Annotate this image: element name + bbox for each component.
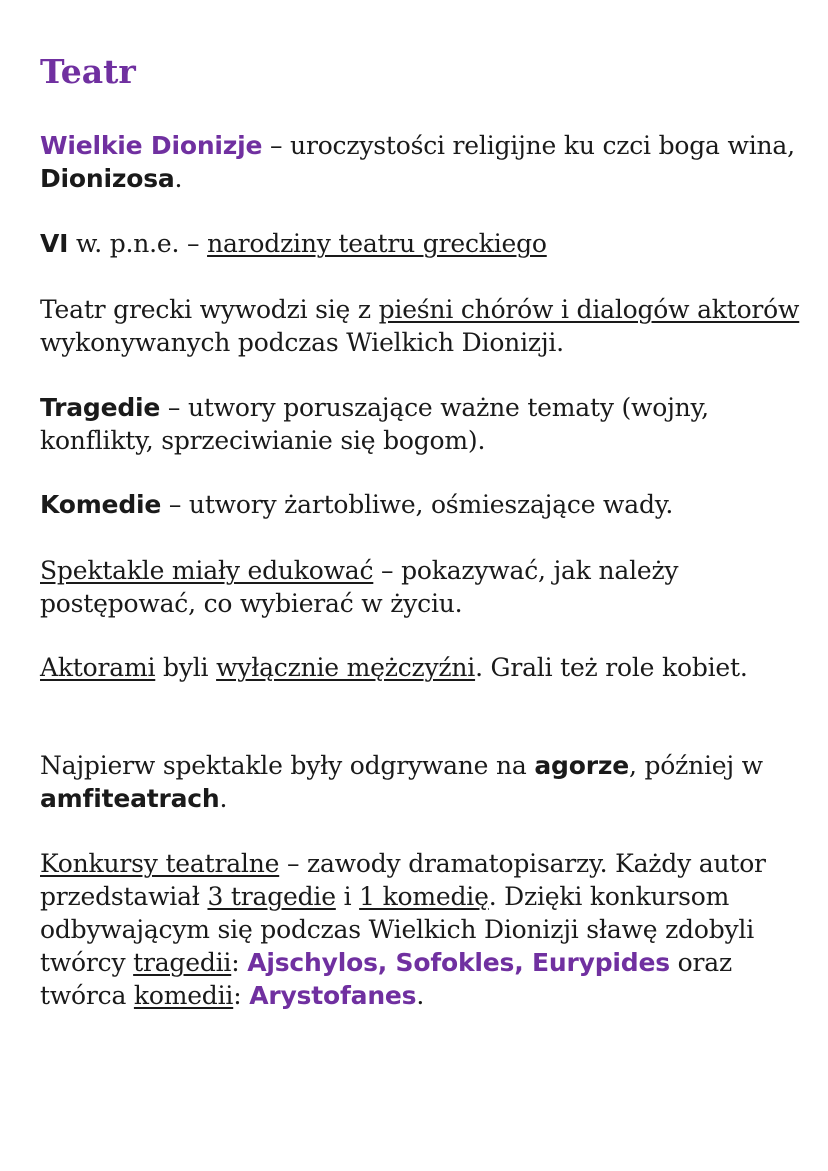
bold-tragedie: Tragedie xyxy=(40,393,161,422)
text: Teatr grecki wywodzi się z xyxy=(40,295,379,324)
bold-amfiteatrach: amfiteatrach xyxy=(40,784,220,813)
paragraph-aktorami xyxy=(40,651,800,684)
names-tragedians: Ajschylos, Sofokles, Eurypides xyxy=(247,948,670,977)
underlined-1-komedie: 1 komedię xyxy=(359,882,489,911)
paragraph-komedie xyxy=(40,488,800,521)
paragraph-spektakle xyxy=(40,554,800,620)
bold-dionizosa: Dionizosa xyxy=(40,164,175,193)
text: – pokazywać, jak należy postępować, co wybierać w życiu. xyxy=(40,556,679,618)
text: , później w xyxy=(628,751,763,780)
underlined-narodziny: narodziny teatru greckiego xyxy=(207,229,547,258)
paragraph-wielkie-dionizje xyxy=(40,129,800,195)
underlined-piesni: pieśni chórów i dialogów aktorów xyxy=(378,295,800,324)
text: wykonywanych podczas Wielkich Dionizji. xyxy=(40,328,564,357)
bold-vi: VI xyxy=(40,229,69,258)
name-arystofanes: Arystofanes xyxy=(249,981,417,1010)
text: i xyxy=(335,882,360,911)
paragraph-vi-wiek xyxy=(40,227,800,260)
paragraph-teatr-grecki xyxy=(40,293,800,359)
text: . xyxy=(174,164,183,193)
underlined-spektakle: Spektakle miały edukować xyxy=(40,556,374,585)
text: : xyxy=(233,981,250,1010)
underlined-aktorami: Aktorami xyxy=(40,653,156,682)
bold-komedie: Komedie xyxy=(40,490,162,519)
text: – uroczystości religijne ku czci boga wina, xyxy=(262,131,795,160)
underlined-mezczyzni: wyłącznie mężczyźni xyxy=(216,653,476,682)
page-title: Teatr xyxy=(40,52,136,91)
text: . Dzięki konkursom odbywającym się podczas Wielkich Dionizji sławę zdobyli twórcy xyxy=(40,882,755,977)
paragraph-tragedie xyxy=(40,391,800,457)
bold-agorze: agorze xyxy=(534,751,629,780)
text: . Grali też role kobiet. xyxy=(475,653,748,682)
text: byli xyxy=(155,653,217,682)
text: – utwory poruszające ważne tematy (wojny, konflikty, sprzeciwianie się bogom). xyxy=(40,393,709,455)
text: . xyxy=(219,784,228,813)
text: : xyxy=(231,948,248,977)
paragraph-konkursy xyxy=(40,847,800,1012)
underlined-tragedii: tragedii xyxy=(133,948,232,977)
text: w. p.n.e. – xyxy=(68,229,208,258)
text: – utwory żartobliwe, ośmieszające wady. xyxy=(161,490,674,519)
underlined-konkursy: Konkursy teatralne xyxy=(40,849,280,878)
text: Najpierw spektakle były odgrywane na xyxy=(40,751,535,780)
text: . xyxy=(416,981,425,1010)
underlined-3-tragedie: 3 tragedie xyxy=(207,882,336,911)
paragraph-najpierw xyxy=(40,749,800,815)
term-wielkie-dionizje: Wielkie Dionizje xyxy=(40,131,263,160)
underlined-komedii: komedii xyxy=(133,981,234,1010)
text: – zawody dramatopisarzy. Każdy autor przedstawiał xyxy=(40,849,766,911)
text: oraz twórca xyxy=(40,948,732,1010)
